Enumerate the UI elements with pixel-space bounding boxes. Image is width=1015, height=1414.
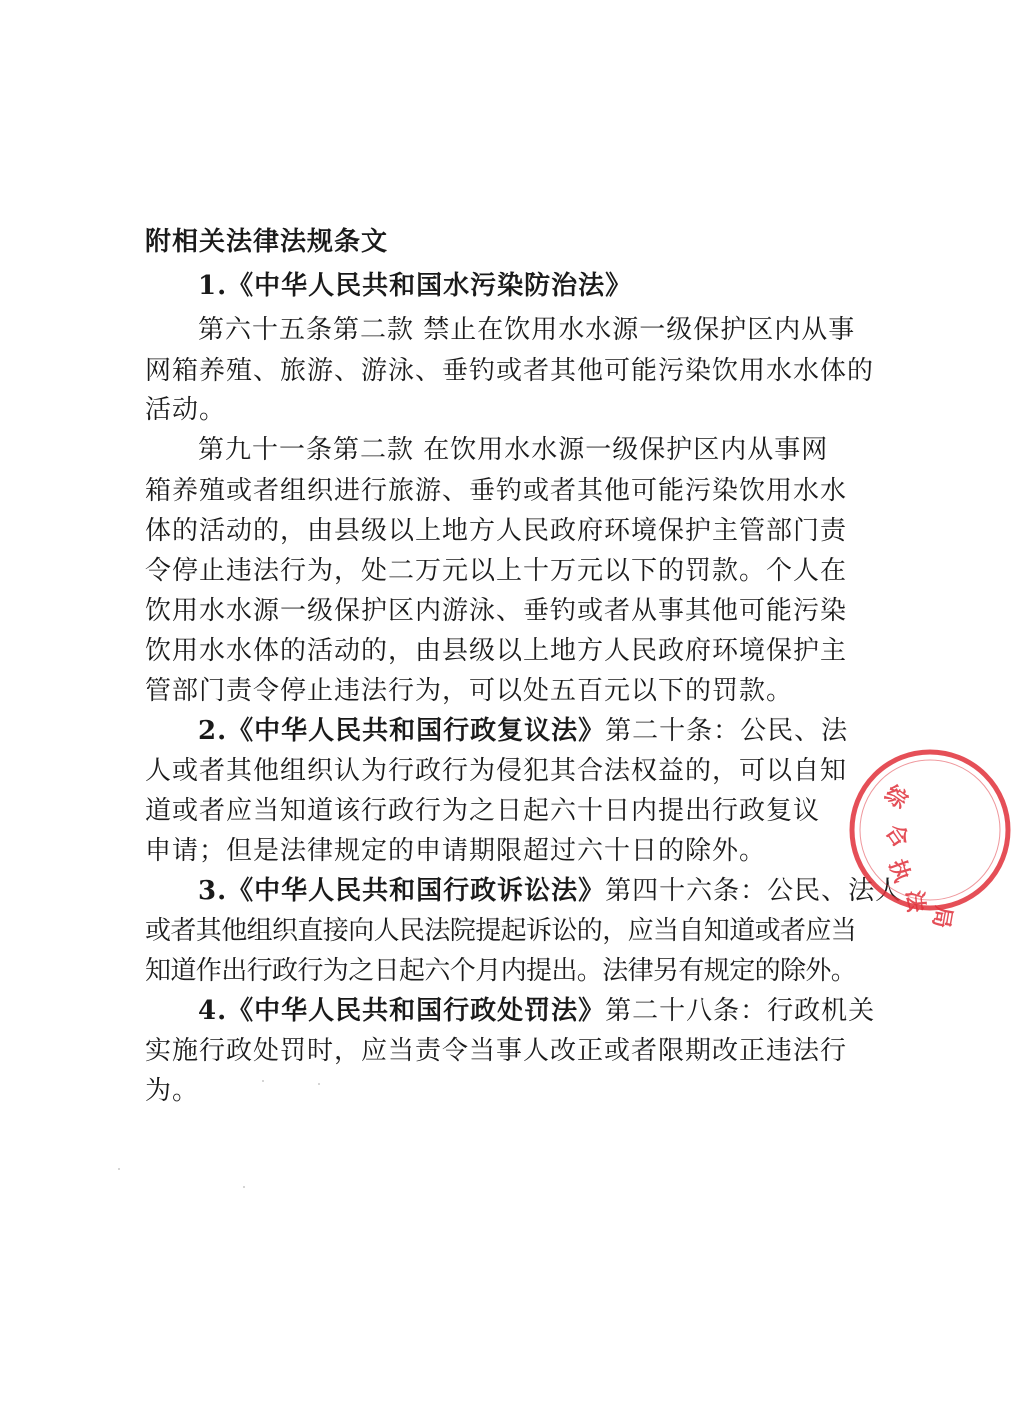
scan-speck: [262, 1080, 264, 1082]
svg-text:执: 执: [883, 856, 916, 886]
svg-text:局: 局: [927, 903, 957, 931]
section-4-line-1-rest: 第二十八条：行政机关: [605, 996, 876, 1026]
section-4-line-2: 实施行政处罚时，应当责令当事人改正或者限期改正违法行: [145, 1036, 848, 1066]
section-1-article-91-line-7: 管部门责令停止违法行为，可以处五百元以下的罚款。: [145, 676, 794, 706]
section-3-line-3: 知道作出行政行为之日起六个月内提出。法律另有规定的除外。: [145, 956, 857, 986]
section-3-title: 3.《中华人民共和国行政诉讼法》: [198, 876, 606, 906]
section-1-article-65-line-1: 第六十五条第二款 禁止在饮用水水源一级保护区内从事: [198, 315, 856, 345]
section-4-line-1: [198, 991, 875, 1031]
section-1-title: 1.《中华人民共和国水污染防治法》: [198, 271, 633, 301]
section-1-article-91-line-4: 令停止违法行为，处二万元以上十万元以下的罚款。个人在: [145, 556, 848, 586]
section-1-article-91-line-3: 体的活动的，由县级以上地方人民政府环境保护主管部门责: [145, 516, 848, 546]
section-2-line-1: [198, 711, 848, 751]
section-3-line-2: 或者其他组织直接向人民法院提起诉讼的，应当自知道或者应当: [145, 916, 857, 946]
section-2-line-1-rest: 第二十条：公民、法: [605, 716, 849, 746]
svg-text:综: 综: [879, 780, 913, 815]
svg-text:合: 合: [880, 819, 915, 853]
scan-speck: [318, 1083, 320, 1085]
section-1-article-65-line-2: 网箱养殖、旅游、游泳、垂钓或者其他可能污染饮用水水体的: [145, 356, 875, 386]
scan-speck: [118, 1168, 120, 1170]
official-seal-icon: [845, 745, 1015, 931]
section-2-line-4: 申请；但是法律规定的申请期限超过六十日的除外。: [145, 836, 767, 866]
section-1-article-91-line-1: 第九十一条第二款 在饮用水水源一级保护区内从事网: [198, 435, 829, 465]
section-1-article-91-line-2: 箱养殖或者组织进行旅游、垂钓或者其他可能污染饮用水水: [145, 476, 848, 506]
section-1-article-91-line-5: 饮用水水源一级保护区内游泳、垂钓或者从事其他可能污染: [145, 596, 848, 626]
section-1-article-91-line-6: 饮用水水体的活动的，由县级以上地方人民政府环境保护主: [145, 636, 848, 666]
section-4-line-3: 为。: [145, 1076, 200, 1106]
section-3-line-1-rest: 第四十六条：公民、法人: [605, 876, 903, 906]
scan-speck: [243, 1186, 245, 1188]
section-2-line-2: 人或者其他组织认为行政行为侵犯其合法权益的，可以自知: [145, 756, 848, 786]
section-2-line-3: 道或者应当知道该行政行为之日起六十日内提出行政复议: [145, 796, 821, 826]
section-4-title: 4.《中华人民共和国行政处罚法》: [198, 996, 606, 1026]
page-heading: 附相关法律法规条文: [145, 227, 389, 257]
section-2-title: 2.《中华人民共和国行政复议法》: [198, 716, 606, 746]
svg-text:法: 法: [901, 889, 929, 914]
section-1-article-65-line-3: 活动。: [145, 395, 227, 425]
section-3-line-1: [198, 871, 902, 911]
